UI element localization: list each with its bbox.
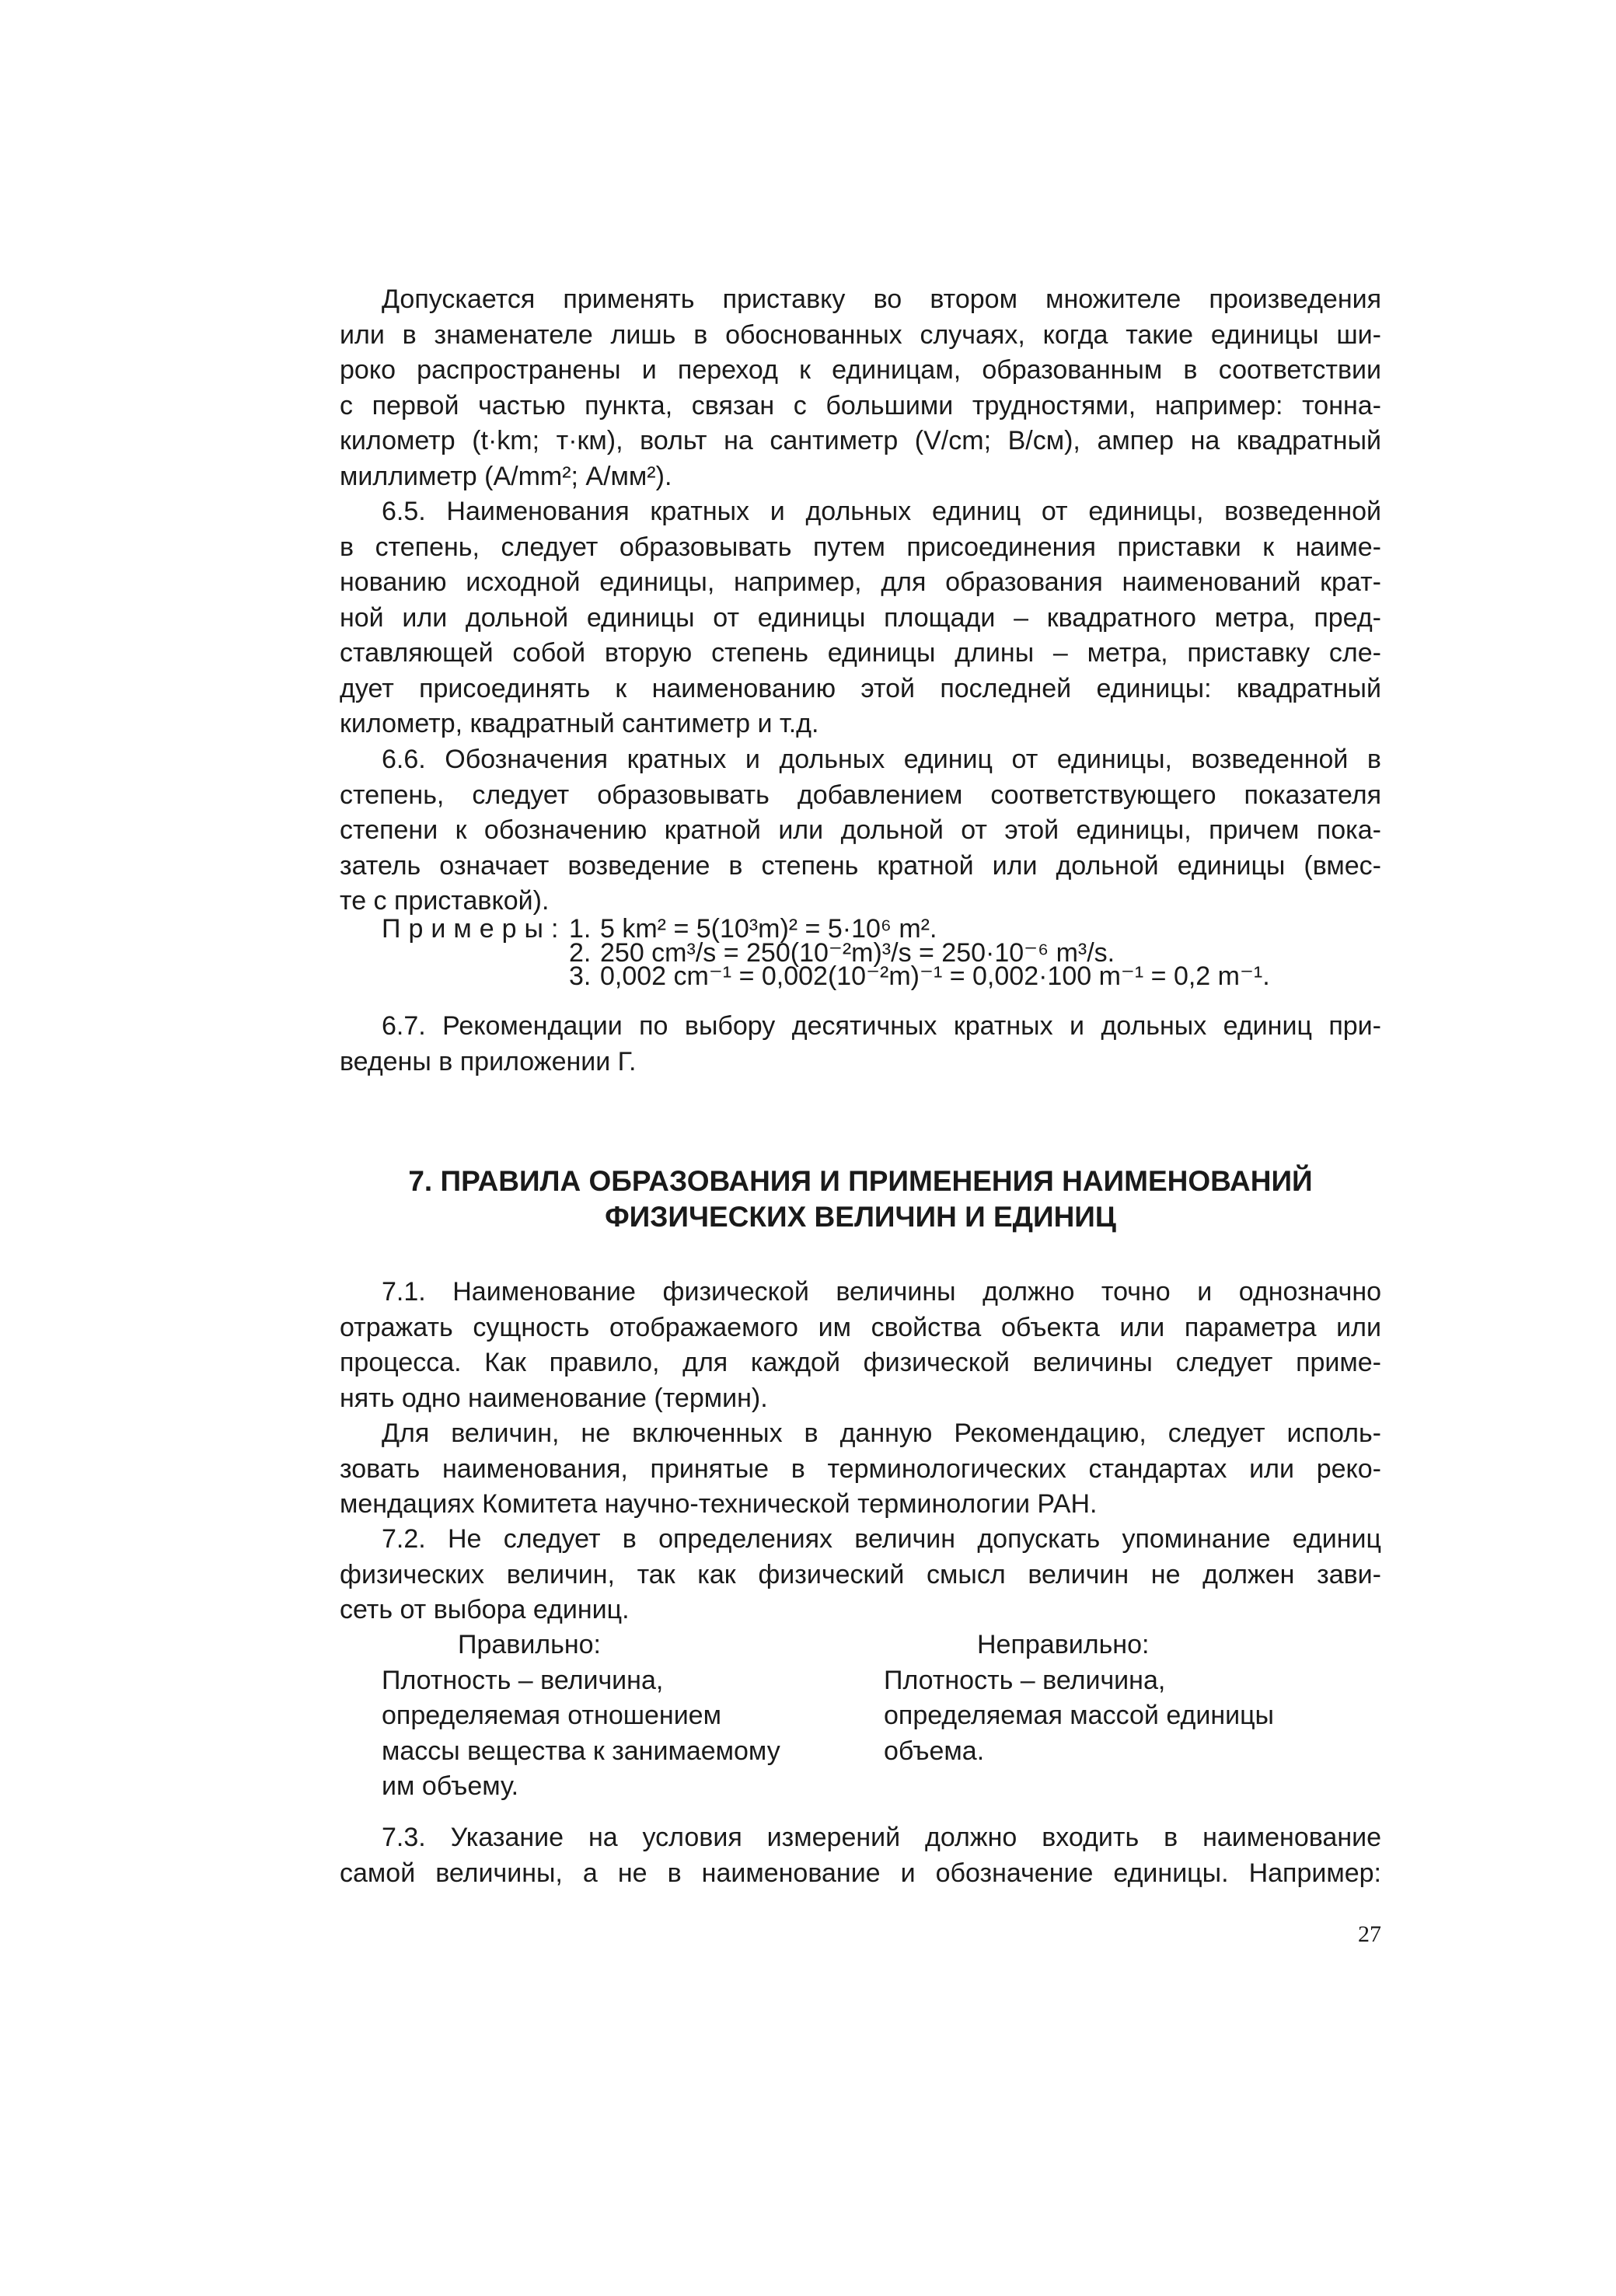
correct-column xyxy=(382,1628,848,1805)
examples-label: Примеры: xyxy=(382,914,567,944)
text-line: 7.2. Не следует в определениях величин допускать упоминание единиц xyxy=(382,1524,1381,1554)
text-line: 7.1. Наименование физической величины должно точно и однозначно xyxy=(382,1277,1381,1307)
text-line: мендациях Комитета научно-технической терминологии РАН. xyxy=(340,1489,1098,1519)
text-line: Для величин, не включенных в данную Рекомендацию, следует исполь- xyxy=(382,1418,1381,1448)
text-line: 7.3. Указание на условия измерений должно входить в наименование xyxy=(382,1823,1381,1852)
text-line: или в знаменателе лишь в обоснованных случаях, когда такие единицы ши- xyxy=(340,319,1381,350)
incorrect-line: объема. xyxy=(884,1736,985,1766)
text-line: 6.7. Рекомендации по выбору десятичных кратных и дольных единиц при- xyxy=(382,1011,1381,1041)
text-line: ной или дольной единицы от единицы площади – квадратного метра, пред- xyxy=(340,602,1381,633)
section-heading-line: ФИЗИЧЕСКИХ ВЕЛИЧИН И ЕДИНИЦ xyxy=(605,1201,1116,1233)
example-expression: 250 cm³/s = 250(10⁻²m)³/s = 250·10⁻⁶ m³/s. xyxy=(600,937,1115,968)
incorrect-line: определяемая массой единицы xyxy=(884,1701,1274,1730)
text-line: нованию исходной единицы, например, для образования наименований крат- xyxy=(340,567,1381,597)
text-line: с первой частью пункта, связан с большими трудностями, например: тонна- xyxy=(340,390,1381,420)
section-heading xyxy=(340,1164,1381,1235)
incorrect-heading: Неправильно: xyxy=(977,1630,1150,1659)
text-line: физических величин, так как физический смысл величин не должен зави- xyxy=(340,1559,1381,1589)
incorrect-column xyxy=(884,1628,1366,1769)
comparison-table xyxy=(340,1628,1381,1806)
correct-line: им объему. xyxy=(382,1771,519,1801)
paragraph-7-1 xyxy=(340,1275,1381,1416)
example-number: 2. xyxy=(569,937,592,968)
examples-list xyxy=(340,914,1381,991)
text-line: те с приставкой). xyxy=(340,886,550,916)
text-line: ставляющей собой вторую степень единицы длины – метра, приставку сле- xyxy=(340,638,1381,668)
example-number: 1. xyxy=(569,914,592,944)
text-line: нять одно наименование (термин). xyxy=(340,1383,768,1413)
text-line: сеть от выбора единиц. xyxy=(340,1595,630,1624)
section-heading-line: 7. ПРАВИЛА ОБРАЗОВАНИЯ И ПРИМЕНЕНИЯ НАИМЕНОВАНИЙ xyxy=(408,1165,1313,1197)
correct-heading: Правильно: xyxy=(458,1630,601,1659)
correct-line: массы вещества к занимаемому xyxy=(382,1736,780,1766)
text-line: 6.6. Обозначения кратных и дольных единиц от единицы, возведенной в xyxy=(382,745,1381,774)
paragraph-6-5 xyxy=(340,494,1381,742)
example-row xyxy=(340,961,1381,991)
text-line: роко распространены и переход к единицам, образованным в соответствии xyxy=(340,355,1381,385)
text-line: дует присоединять к наименованию этой последней единицы: квадратный xyxy=(340,673,1381,703)
text-line: километр, квадратный сантиметр и т.д. xyxy=(340,709,819,738)
text-line: процесса. Как правило, для каждой физической величины следует приме- xyxy=(340,1348,1381,1377)
text-line: ведены в приложении Г. xyxy=(340,1046,637,1076)
paragraph-prefix-usage xyxy=(340,282,1381,494)
text-line: степень, следует образовывать добавлением соответствующего показателя xyxy=(340,780,1381,810)
text-line: 6.5. Наименования кратных и дольных единиц от единицы, возведенной xyxy=(382,497,1381,526)
text-line: самой величины, а не в наименование и обозначение единицы. Например: xyxy=(340,1858,1381,1888)
example-row xyxy=(340,914,1381,944)
example-expression: 5 km² = 5(10³m)² = 5·10⁶ m². xyxy=(600,914,937,944)
text-line: километр (t·km; т·км), вольт на сантиметр (V/cm; В/см), ампер на квадратный xyxy=(340,426,1381,455)
paragraph-7-3 xyxy=(340,1820,1381,1891)
text-line: затель означает возведение в степень кратной или дольной единицы (вмес- xyxy=(340,850,1381,881)
paragraph-6-6 xyxy=(340,742,1381,919)
paragraph-7-2 xyxy=(340,1522,1381,1628)
text-line: отражать сущность отображаемого им свойства объекта или параметра или xyxy=(340,1312,1381,1342)
text-line: степени к обозначению кратной или дольной от этой единицы, причем пока- xyxy=(340,815,1381,845)
incorrect-line: Плотность – величина, xyxy=(884,1665,1166,1695)
paragraph-6-7 xyxy=(340,1009,1381,1080)
example-expression: 0,002 cm⁻¹ = 0,002(10⁻²m)⁻¹ = 0,002·100 m⁻¹ = 0,2 m⁻¹. xyxy=(600,961,1270,991)
example-number: 3. xyxy=(569,961,592,991)
correct-line: определяемая отношением xyxy=(382,1701,721,1730)
text-line: Допускается применять приставку во втором множителе произведения xyxy=(382,284,1381,314)
correct-line: Плотность – величина, xyxy=(382,1665,664,1695)
paragraph-7-1-continued xyxy=(340,1416,1381,1523)
text-line: миллиметр (A/mm²; А/мм²). xyxy=(340,461,672,491)
page-number: 27 xyxy=(1358,1921,1381,1947)
text-line: зовать наименования, принятые в терминологических стандартах или реко- xyxy=(340,1453,1381,1484)
text-line: в степень, следует образовывать путем присоединения приставки к наиме- xyxy=(340,532,1381,562)
